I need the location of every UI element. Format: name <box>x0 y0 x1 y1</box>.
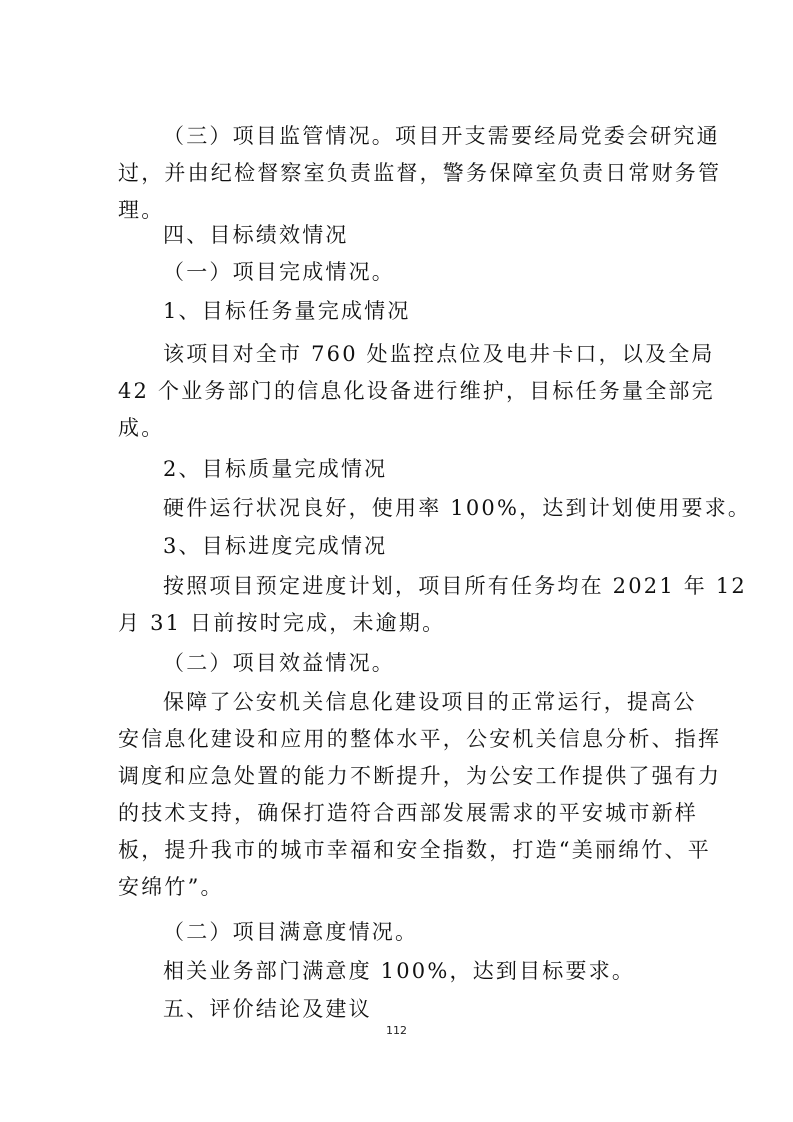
text-line: 板，提升我市的城市幸福和安全指数，打造“美丽绵竹、平 <box>118 838 711 862</box>
text-line: 理。 <box>118 198 165 222</box>
text-line: 调度和应急处置的能力不断提升，为公安工作提供了强有力 <box>118 764 722 788</box>
paragraph-benefits <box>118 684 722 906</box>
text-line: 硬件运行状况良好，使用率 100%，达到计划使用要求。 <box>163 496 752 520</box>
page-number: 112 <box>386 1024 407 1037</box>
text-line: （三）项目监管情况。项目开支需要经局党委会研究通 <box>163 124 720 148</box>
text-line: 五、评价结论及建议 <box>163 997 372 1021</box>
heading-task-volume <box>118 293 678 330</box>
heading-completion <box>118 254 678 291</box>
heading-benefits <box>118 645 678 682</box>
heading-satisfaction <box>118 914 678 951</box>
text-line: （一）项目完成情况。 <box>163 260 395 284</box>
paragraph-project-supervision <box>118 118 722 229</box>
text-line: 按照项目预定进度计划，项目所有任务均在 2021 年 12 <box>163 574 747 598</box>
heading-performance <box>118 217 678 254</box>
text-line: （二）项目效益情况。 <box>163 651 395 675</box>
text-line: 保障了公安机关信息化建设项目的正常运行，提高公 <box>163 690 697 714</box>
text-line: （二）项目满意度情况。 <box>163 920 419 944</box>
text-line: 3、目标进度完成情况 <box>163 534 388 558</box>
text-line: 该项目对全市 760 处监控点位及电井卡口，以及全局 <box>163 342 715 366</box>
text-line: 2、目标质量完成情况 <box>163 457 388 481</box>
paragraph-schedule <box>118 568 747 642</box>
text-line: 安绵竹”。 <box>118 875 224 899</box>
heading-quality <box>118 451 678 488</box>
text-line: 成。 <box>118 416 165 440</box>
paragraph-satisfaction <box>118 953 678 990</box>
text-line: 42 个业务部门的信息化设备进行维护，目标任务量全部完 <box>118 379 715 403</box>
heading-conclusion <box>118 991 678 1028</box>
heading-schedule <box>118 528 678 565</box>
text-line: 安信息化建设和应用的整体水平，公安机关信息分析、指挥 <box>118 727 722 751</box>
text-line: 月 31 日前按时完成，未逾期。 <box>118 611 446 635</box>
text-line: 1、目标任务量完成情况 <box>163 299 411 323</box>
text-line: 四、目标绩效情况 <box>163 223 349 247</box>
text-line: 相关业务部门满意度 100%，达到目标要求。 <box>163 959 636 983</box>
text-line: 过，并由纪检督察室负责监督，警务保障室负责日常财务管 <box>118 161 722 185</box>
paragraph-quality <box>118 490 752 527</box>
text-line: 的技术支持，确保打造符合西部发展需求的平安城市新样 <box>118 801 698 825</box>
paragraph-task-volume <box>118 336 715 447</box>
